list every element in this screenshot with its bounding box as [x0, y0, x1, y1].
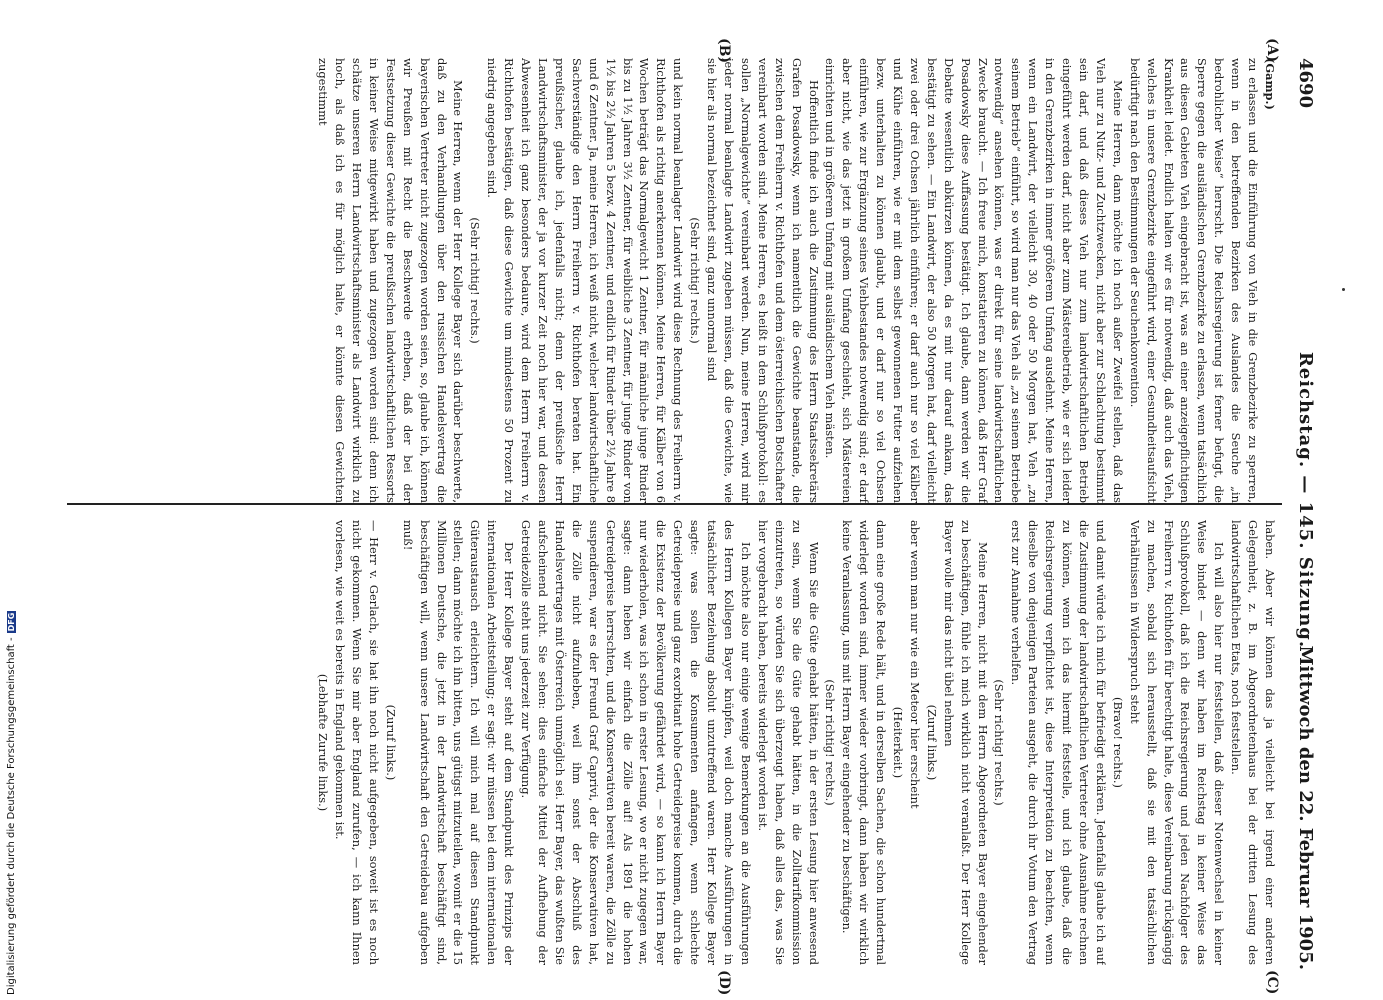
left-column	[68, 58, 1278, 503]
digitization-credit	[6, 0, 20, 995]
paragraph: Ich möchte also nur einige wenige Bemerkungen an die Ausführungen des Herrn Kollegen Bayer knüpfen, weil doch manche Ausführungen in tatsächlicher Beziehung absolut unzutreffend waren. Herr Kollege Bayer sagte: was sollen die Konsumenten anfangen, wenn schlechte Getreidepreise und ganz exorbitant hohe Getreidepreise kommen, durch die die Existenz der Bevölkerung gefährdet wird, — so kann ich Herrn Bayer nur wiederholen, was ich schon in erster Lesung, wo er nicht zugegen war, sagte: dann heben wir einfach die Zölle auf! Als 1891 die hohen Getreidepreise herrschten, und die Konservativen bereit waren, die Zölle zu suspendieren, war es der Freund Graf Caprivi, der die Konservativen hat, die Zölle nicht aufzuheben, weil ihm sonst der Abschluß des Handelsvertrages mit Österreich unmöglich sei. Herr Bayer, das wußten Sie aufscheinend nicht. Sie sehen: dies einfache Mittel der Aufhebung der Getreidezölle steht uns jederzeit zur Verfügung.	[519, 520, 753, 965]
paragraph: Meine Herren, wenn der Herr Kollege Bayer sich darüber beschwerte, daß zu den Verhandlungen über den russischen Handelsvertrag die bayerischen Vertreter nicht zugezogen worden seien, so, glaube ich, können wir Preußen mit Recht die Beschwerde erheben, daß der bei der Festsetzung dieser Gewichte die preußischen landwirtschaftlichen Ressorts in keiner Weise mitgewirkt haben und zugezogen worden sind: denn ich schätze unseren Herrn Landwirtschaftsminister als Landwirt wirklich zu hoch, als daß ich es für möglich halte, er könnte diesen Gewichten zugestimmt	[316, 58, 466, 503]
interjection: (Sehr richtig! rechts.)	[823, 679, 838, 806]
paragraph: Ich will also hier nur feststellen, daß dieser Notenwechsel in keiner Weise bindet — denn wir haben im Reichstag in keiner Weise das Schlußprotokoll, daß ich die Reichsregierung und jeden Nachfolger des Freiherrn v. Richthofen für berechtigt halte, diese Vereinbarung rückgängig zu machen, sobald sich herausstellt, daß sie mit den tatsächlichen Verhältnissen in Widerspruch steht	[1127, 520, 1227, 965]
paragraph: — Herr v. Gerlach, sie hat ihn noch nicht aufgegeben, soweit ist es noch nicht gekommen. Wenn Sie mir aber England zurufen, — ich kann Ihnen vorlesen, wie weit es bereits in England gekommen ist.	[333, 520, 381, 965]
credit-text: Digitalisierung gefördert durch die Deutsche Forschungsgemeinschaft -	[6, 637, 17, 995]
margin-marker-a: (A)	[1264, 38, 1280, 63]
paragraph: Hoffentlich finde ich auch die Zustimmung des Herrn Staatssekretärs Grafen Posadowsky, wenn ich namentlich die Gewichte beanstande, die zwischen dem Freiherrn v. Richthofen und dem österreichischen Botschafter vereinbart worden sind. Meine Herren, es heißt in dem Schlußprotokoll: es sollen „Normalgewichte“ vereinbart werden. Nun, meine Herren, wird mir jeder normal beanlagte Landwirt zugeben müssen, daß die Gewichte, wie sie hier als normal bezeichnet sind, ganz unnormal sind	[705, 58, 821, 503]
speaker-name: (Gamp.)	[1263, 58, 1277, 110]
margin-marker-d: (D)	[716, 970, 732, 996]
paragraph: haben. Aber wir können das ja vielleicht bei irgend einer anderen Gelegenheit, z. B. im Abgeordnetenhaus bei der dritten Lesung des landwirtschaftlichen Etats, noch feststellen.	[1229, 520, 1277, 965]
margin-marker-b: (B)	[716, 38, 732, 64]
paragraph: Wenn Sie die Güte gehabt hätten, in der ersten Lesung hier anwesend zu sein, wenn Sie die Güte gehabt hätten, in die Zolltarifkommission einzutreten, so würden Sie sich überzeugt haben, daß alles das, was Sie hier vorgebracht haben, bereits widerlegt worden ist.	[755, 520, 821, 965]
session-date: Mittwoch den 22. Februar 1905.	[1295, 645, 1316, 970]
right-column	[68, 520, 1278, 965]
interjection: (Sehr richtig! rechts.)	[688, 217, 703, 344]
interjection: (Heiterkeit.)	[891, 706, 906, 779]
column-divider	[67, 503, 1282, 505]
interjection: (Zuruf links.)	[383, 704, 398, 781]
page-number: 4690	[1295, 58, 1316, 109]
paragraph: dann eine große Rede hält, und in derselben Sachen, die schon hundertmal widerlegt worden sind, immer wieder vorbringt, dann haben wir wirklich keine Veranlassung, uns mit Herrn Bayer eingehender zu beschäftigen.	[840, 520, 889, 965]
interjection: (Bravo! rechts.)	[1110, 697, 1125, 788]
paragraph: Der Herr Kollege Bayer steht auf dem Standpunkt des Prinzips der internationalen Arbeitsteilung; er sagt: wir müssen bei dem internationalen Güteraustausch erleichtern. Ich will mich mal auf diesen Standpunkt stellen; dann möchte ich ihn bitten, uns gütigst mitzuteilen, womit er die 15 Millionen Deutsche, die jetzt in der Landwirtschaft beschäftigt sind, beschäftigen will, wenn unsere Landwirtschaft den Getreidebau aufgeben muß!	[400, 520, 517, 965]
interjection: (Sehr richtig! rechts.)	[468, 217, 483, 344]
page-header	[1286, 0, 1316, 1000]
paragraph: und damit würde ich mich für befriedigt erklären. Jedenfalls glaube ich auf die Zustimmung der landwirtschaftlichen Vertreter ohne Ausnahme rechnen zu können, wenn ich das hiermit feststelle, und ich glaube, daß die Reichsregierung verpflichtet ist, diese Interpretation zu beachten, wenn dieselbe von denjenigen Parteien ausgeht, die durch ihr Votum den Vertrag erst zur Annahme verhelfen.	[1009, 520, 1108, 965]
session-title: Reichstag. — 145. Sitzung.	[1295, 351, 1316, 649]
margin-marker-c: (C)	[1264, 970, 1280, 995]
interjection: (Sehr richtig! rechts.)	[992, 679, 1007, 806]
paragraph: Meine Herren, nicht mit dem Herrn Abgeordneten Bayer eingehender zu beschäftigen, fühle ich mich wirklich nicht veranlaßt. Der Herr Kollege Bayer wolle mir das nicht übel nehmen	[941, 520, 990, 965]
interjection: (Zuruf links.)	[924, 704, 939, 781]
scan-speck	[1342, 288, 1345, 291]
paragraph: Meine Herren, dann möchte ich noch außer Zweifel stellen, daß das Vieh nur zu Nutz- und Zuchtzwecken, nicht aber zur Schlachtung bestimmt sein darf, und daß dieses Vieh nur zum landwirtschaftlichen Betrieb eingeführt werden darf, nicht aber zum Mästereibetrieb, wie er sich leider in den Grenzbezirken in immer größerem Umfang ausdehnt. Meine Herren, wenn ein Landwirt, der vielleicht 30, 40 oder 50 Morgen hat, Vieh „zu seinem Betrieb“ einführt, so wird man nur das Vieh als „zu seinem Betriebe notwendig“ ansehen können, was er direkt für seine landwirtschaftlichen Zwecke braucht. — Ich freue mich, konstatieren zu können, daß Herr Graf Posadowsky diese Auffassung bestätigt. Ich glaube, dann werden wir die Debatte wesentlich abkürzen können, da es mit nur darauf ankam, das bestätigt zu sehen. — Ein Landwirt, der also 50 Morgen hat, darf vielleicht zwei oder drei Ochsen jährlich einführen; er darf auch nur so viel Kälber und Kühe einführen, wie er mit dem selbst gewonnenen Futter aufziehen bezw. unterhalten zu können glaubt, und er darf nur so viel Ochsen einführen, wie zur Ergänzung seines Viehbestandes notwendig sind; er darf aber nicht, wie das jetzt in großem Umfang geschieht, sich Mästereien einrichten und in größerem Umfang mit ausländischem Vieh mästen.	[823, 58, 1125, 503]
paragraph: und kein normal beanlagter Landwirt wird diese Rechnung des Freiherrn v. Richthofen als richtig anerkennen können. Meine Herren, für Kälber von 6 Wochen beträgt das Normalgewicht 1 Zentner, für männliche junge Rinder bis zu 1½ Jahren 3½ Zentner, für weibliche 3 Zentner, für junge Rinder von 1½ bis 2½ Jahren 5 bezw. 4 Zentner, und endlich für Rinder über 2½ Jahre 8 und 6 Zentner. Ja, meine Herren, ich weiß nicht, welcher landwirtschaftliche Sachverständige den Herrn Freiherrn v. Richthofen beraten hat. Ein preußischer, glaube ich, jedenfalls nicht; denn der preußische Herr Landwirtschaftsminister, der ja vor kurzer Zeit noch hier war, und dessen Abwesenheit ich ganz besonders bedaure, wird dem Herrn Freiherrn v. Richthofen bestätigen, daß diese Gewichte um mindestens 50 Prozent zu niedrig angegeben sind.	[485, 58, 686, 503]
interjection: (Lebhafte Zurufe links.)	[316, 673, 331, 812]
paragraph: aber wenn man nur wie ein Meteor hier erscheint	[907, 520, 922, 809]
dfg-logo-icon: DFG	[6, 612, 16, 632]
paragraph: zu erlassen und die Einführung von Vieh in die Grenzbezirke zu sperren, wenn in den betreffenden Bezirken des Auslandes die Seuche „in bedrohlicher Weise“ herrscht. Die Reichsregierung ist ferner befugt, die Sperre gegen die ausländischen Grenzbezirke zu erlassen, wenn tatsächlich aus diesen Gebieten Vieh eingebracht ist, was an einer anzeigepflichtigen Krankheit leidet. Endlich halten wir es für notwendig, daß auch das Vieh, welches in unsere Grenzbezirke eingeführt wird, einer Gesundheitsaufsicht bedürftigt nach den Bestimmungen der Seuchenkonvention.	[1127, 58, 1261, 503]
document-page	[60, 0, 1320, 1000]
